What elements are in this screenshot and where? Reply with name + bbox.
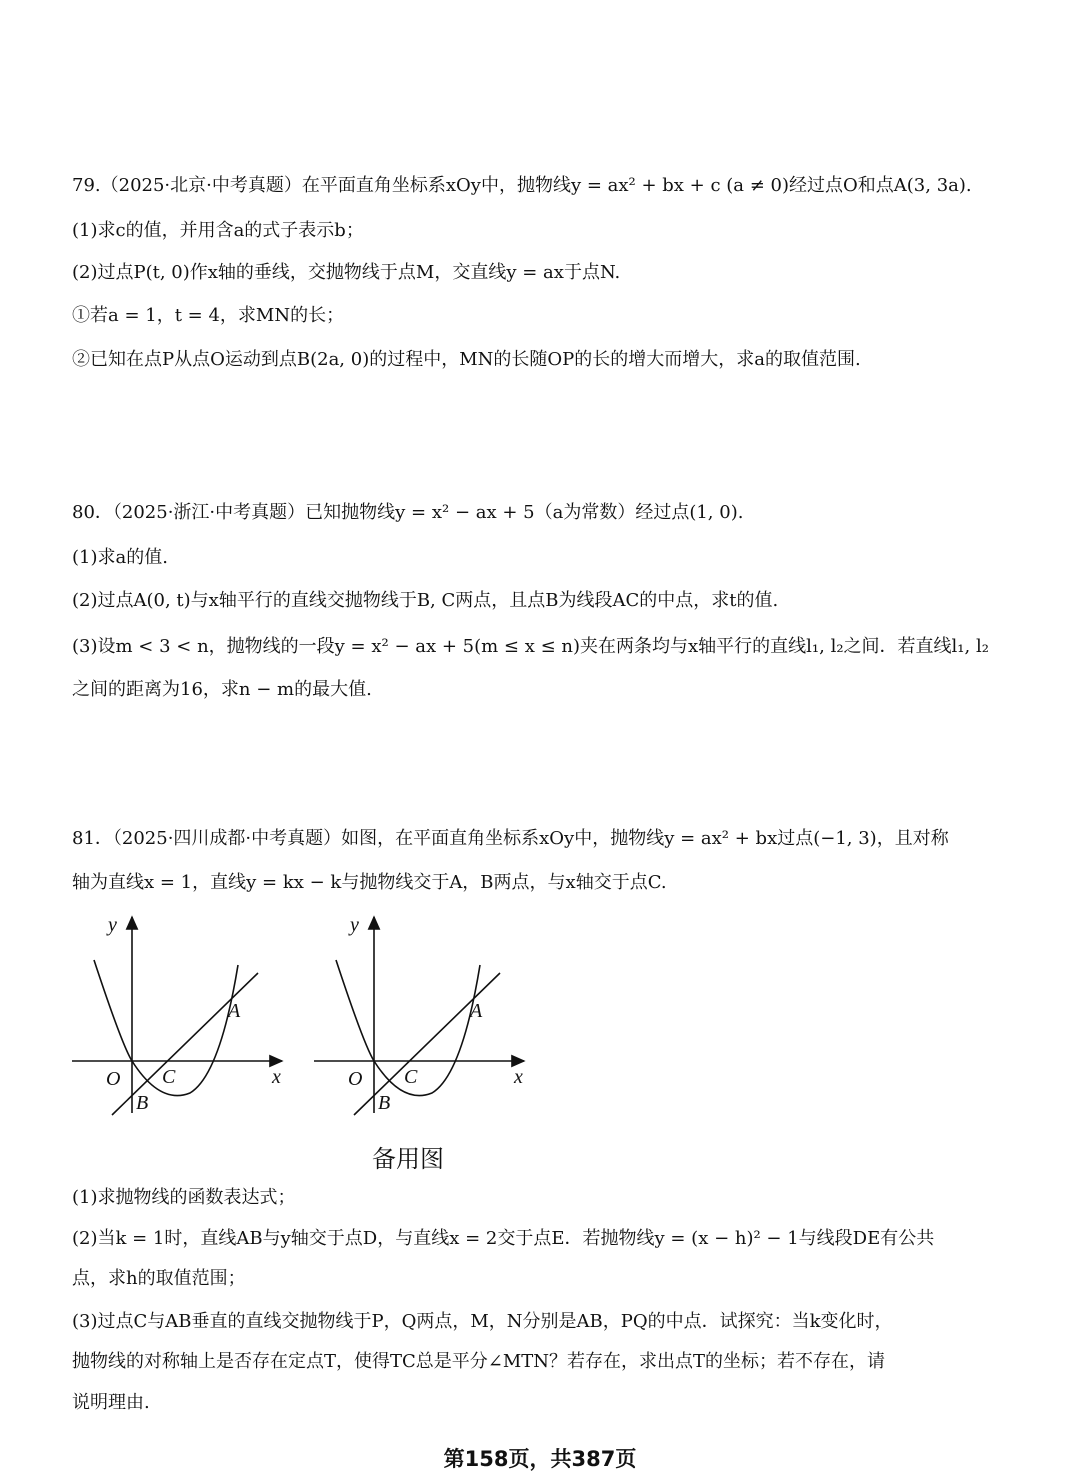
q81-part3-line2: 抛物线的对称轴上是否存在定点T，使得TC总是平分∠MTN？若存在，求出点T的坐标；若不存在，请 xyxy=(72,1351,886,1372)
q80-part1: (1)求a的值. xyxy=(72,547,168,568)
label-O: O xyxy=(348,1068,363,1090)
q79-part2-case1: ①若a = 1，t = 4，求MN的长； xyxy=(72,305,345,326)
label-x: x xyxy=(272,1066,281,1088)
q79-part1: (1)求c的值，并用含a的式子表示b； xyxy=(72,220,364,241)
label-C: C xyxy=(162,1066,176,1088)
label-y: y xyxy=(108,914,117,936)
label-y: y xyxy=(350,914,359,936)
label-C: C xyxy=(404,1066,418,1088)
q81-part2-line2: 点，求h的取值范围； xyxy=(72,1268,246,1289)
label-A: A xyxy=(228,1000,241,1022)
q80-part3-line1: (3)设m < 3 < n，抛物线的一段y = x² − ax + 5(m ≤ x ≤ n)夹在两条均与x轴平行的直线l₁, l₂之间．若直线l₁, l₂ xyxy=(72,636,989,657)
q79-stem: 79.（2025·北京·中考真题）在平面直角坐标系xOy中，抛物线y = ax² + bx + c (a ≠ 0)经过点O和点A(3, 3a). xyxy=(72,175,972,196)
q81-stem-line1: 81．（2025·四川成都·中考真题）如图，在平面直角坐标系xOy中，抛物线y = ax² + bx过点(−1, 3)，且对称 xyxy=(72,828,949,849)
q81-figures xyxy=(60,905,560,1185)
label-B: B xyxy=(136,1092,149,1114)
q80-part3-line2: 之间的距离为16，求n − m的最大值. xyxy=(72,679,372,700)
q79-part2: (2)过点P(t, 0)作x轴的垂线，交抛物线于点M，交直线y = ax于点N. xyxy=(72,262,621,283)
label-O: O xyxy=(106,1068,121,1090)
q81-figure-2 xyxy=(314,914,524,1173)
q81-part1: (1)求抛物线的函数表达式； xyxy=(72,1187,296,1208)
page-footer: 第158页，共387页 xyxy=(443,1447,637,1471)
q81-part3-line3: 说明理由. xyxy=(72,1392,150,1413)
figure-caption: 备用图 xyxy=(372,1145,444,1173)
q80-stem: 80．（2025·浙江·中考真题）已知抛物线y = x² − ax + 5（a为常数）经过点(1, 0). xyxy=(72,502,744,523)
label-B: B xyxy=(378,1092,391,1114)
q81-part2-line1: (2)当k = 1时，直线AB与y轴交于点D，与直线x = 2交于点E．若抛物线y = (x − h)² − 1与线段DE有公共 xyxy=(72,1228,935,1249)
line-kx-k xyxy=(354,973,500,1115)
label-A: A xyxy=(470,1000,483,1022)
q81-figure-1 xyxy=(72,914,282,1115)
q81-stem-line2: 轴为直线x = 1，直线y = kx − k与抛物线交于A，B两点，与x轴交于点C. xyxy=(72,872,667,893)
line-kx-k xyxy=(112,973,258,1115)
q80-part2: (2)过点A(0, t)与x轴平行的直线交抛物线于B, C两点，且点B为线段AC的中点，求t的值. xyxy=(72,590,779,611)
label-x: x xyxy=(514,1066,523,1088)
q79-part2-case2: ②已知在点P从点O运动到点B(2a, 0)的过程中，MN的长随OP的长的增大而增大，求a的取值范围. xyxy=(72,349,861,370)
q81-part3-line1: (3)过点C与AB垂直的直线交抛物线于P，Q两点，M，N分别是AB，PQ的中点．试探究：当k变化时， xyxy=(72,1311,893,1332)
